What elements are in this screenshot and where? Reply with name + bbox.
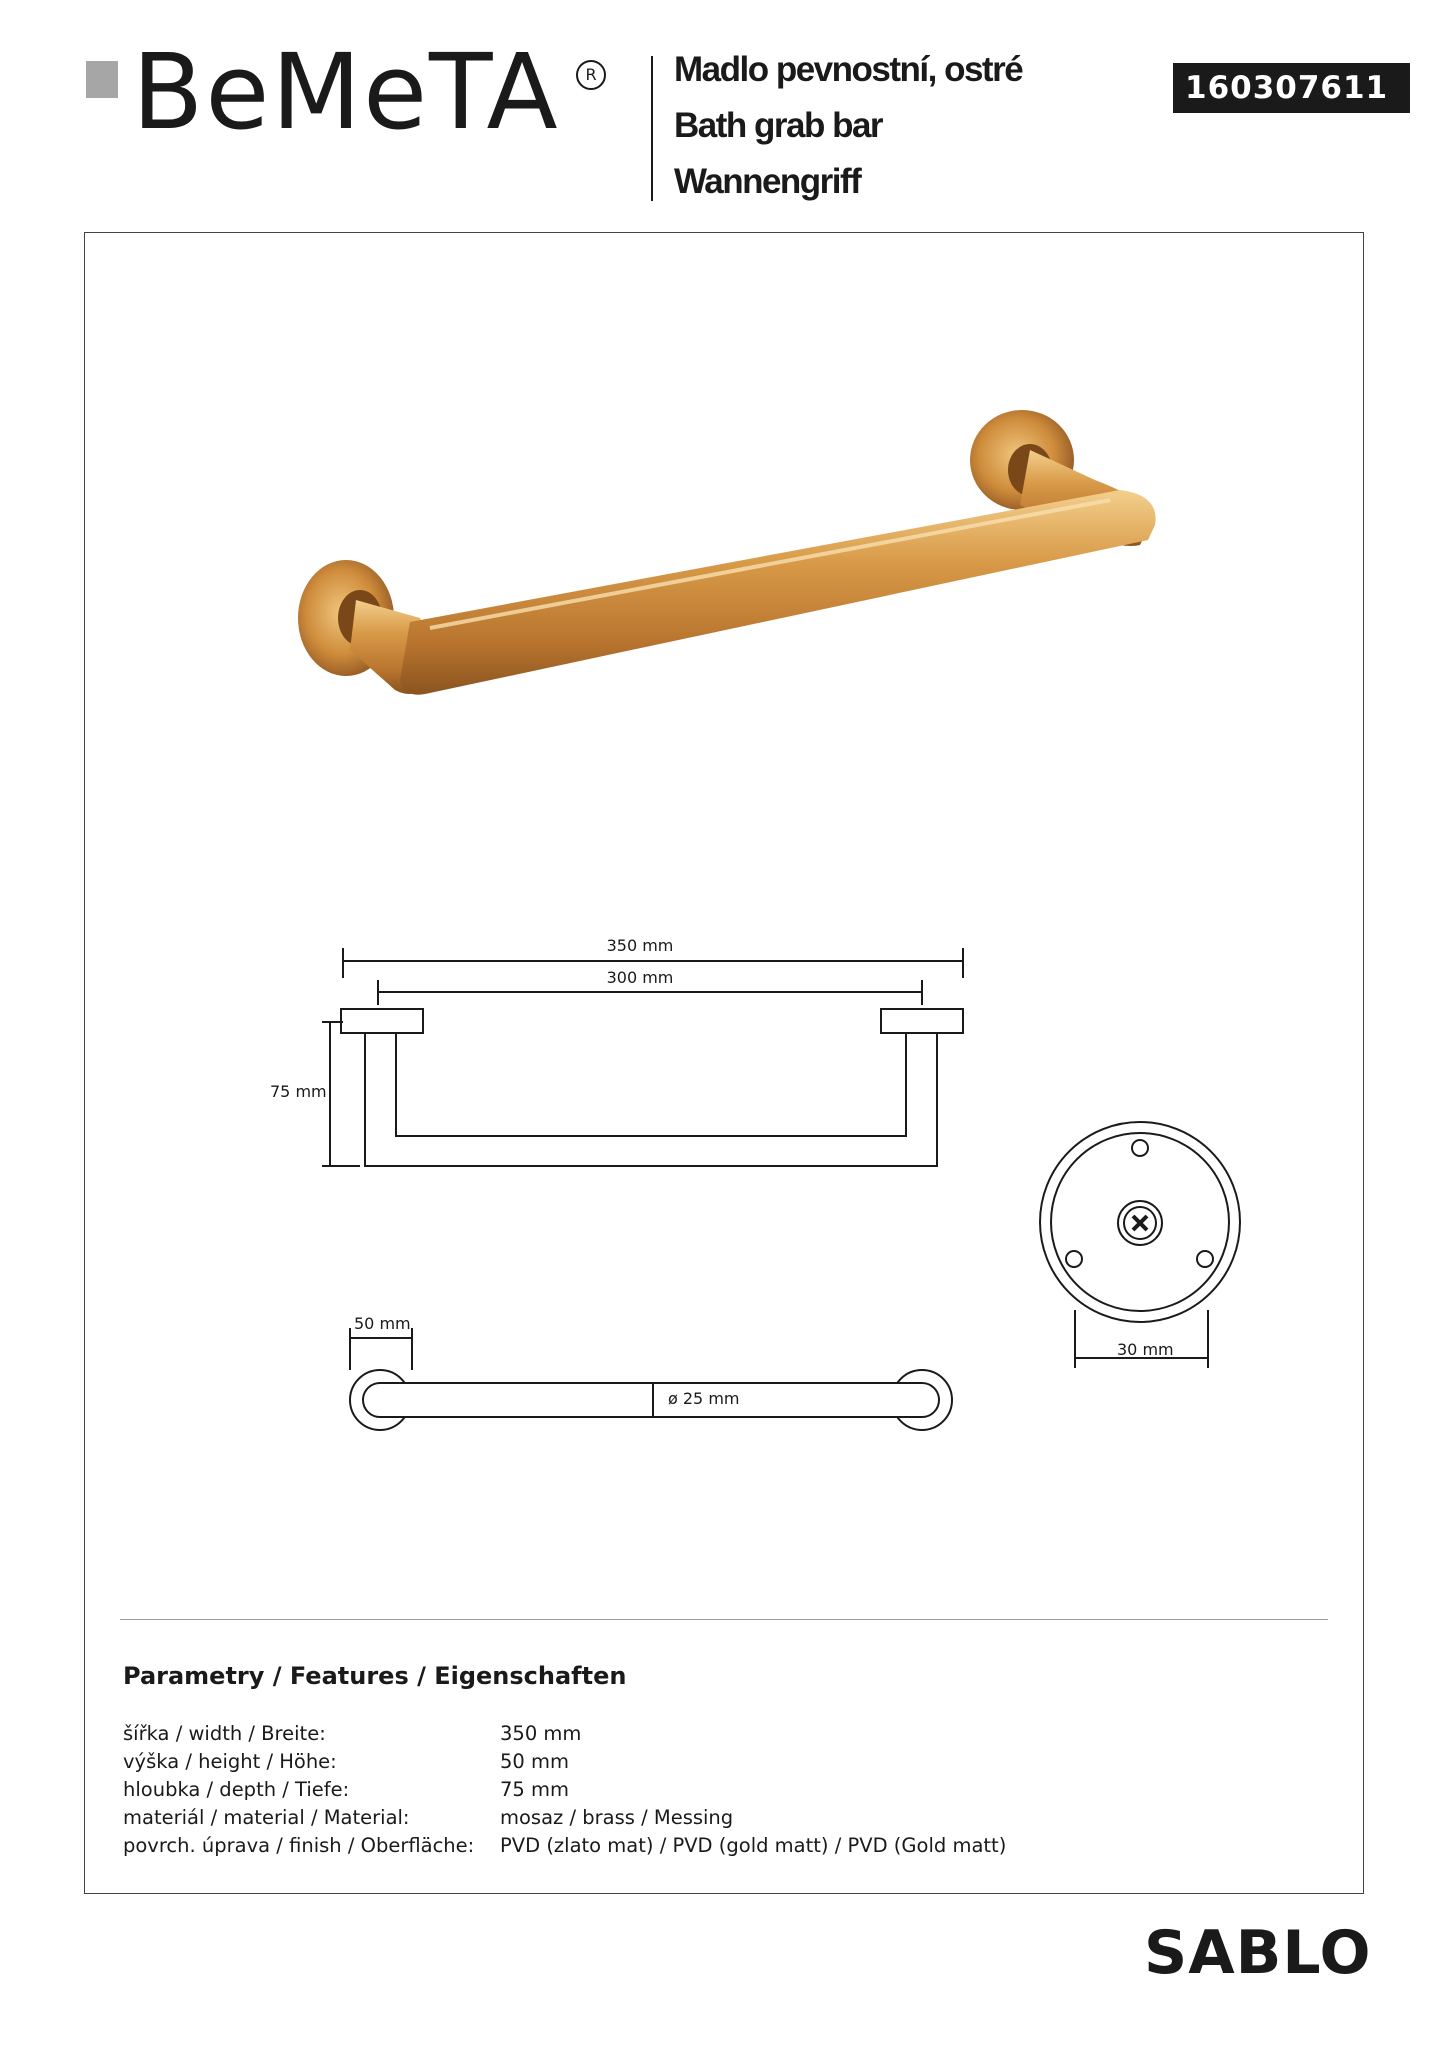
cross-screw-icon: [1133, 1216, 1147, 1230]
product-title-de: Wannengriff: [674, 162, 861, 201]
dim-label-inner-width: 300 mm: [606, 968, 674, 987]
feature-label: povrch. úprava / finish / Oberfläche:: [123, 1834, 475, 1857]
product-title-en: Bath grab bar: [674, 106, 883, 145]
product-photo: [298, 410, 1156, 695]
features-heading: Parametry / Features / Eigenschaften: [123, 1662, 627, 1690]
grab-bar-tube: [400, 490, 1156, 695]
screw-hole-top: [1132, 1140, 1148, 1156]
registered-mark-icon: R: [576, 60, 606, 90]
feature-label: šířka / width / Breite:: [123, 1722, 326, 1745]
feature-value: mosaz / brass / Messing: [500, 1806, 734, 1829]
dim-label-diameter: ø 25 mm: [668, 1389, 740, 1408]
screw-hole-right: [1197, 1251, 1213, 1267]
feature-value: PVD (zlato mat) / PVD (gold matt) / PVD (Gold matt): [500, 1834, 1007, 1857]
feature-row: [123, 1720, 1006, 1748]
feature-label: výška / height / Höhe:: [123, 1750, 337, 1773]
features-table: [123, 1720, 1006, 1860]
dim-label-flange: 50 mm: [354, 1314, 411, 1333]
top-view-drawing: [350, 1328, 952, 1430]
feature-row: [123, 1832, 1006, 1860]
dim-label-overall-width: 350 mm: [606, 936, 674, 955]
dim-label-depth: 75 mm: [270, 1082, 327, 1101]
series-name: SABLO: [1144, 1918, 1372, 1988]
feature-value: 350 mm: [500, 1722, 582, 1745]
feature-row: [123, 1804, 1006, 1832]
feature-row: [123, 1748, 1006, 1776]
bar-outline-outer: [365, 1033, 937, 1166]
rosette-detail-drawing: [1040, 1122, 1240, 1368]
product-title-cs: Madlo pevnostní, ostré: [674, 50, 1023, 89]
feature-label: hloubka / depth / Tiefe:: [123, 1778, 350, 1801]
product-code-badge: 160307611: [1173, 63, 1410, 113]
brand-logo: BeMeTA: [132, 31, 560, 153]
feature-value: 75 mm: [500, 1778, 570, 1801]
dim-label-mount: 30 mm: [1117, 1340, 1174, 1359]
feature-label: materiál / material / Material:: [123, 1806, 410, 1829]
bar-outline-inner: [396, 1033, 906, 1136]
feature-value: 50 mm: [500, 1750, 570, 1773]
screw-hole-left: [1066, 1251, 1082, 1267]
features-divider: [120, 1619, 1328, 1620]
right-flange: [881, 1009, 963, 1033]
left-flange: [341, 1009, 423, 1033]
feature-row: [123, 1776, 1006, 1804]
bar-top-outline: [363, 1383, 939, 1417]
